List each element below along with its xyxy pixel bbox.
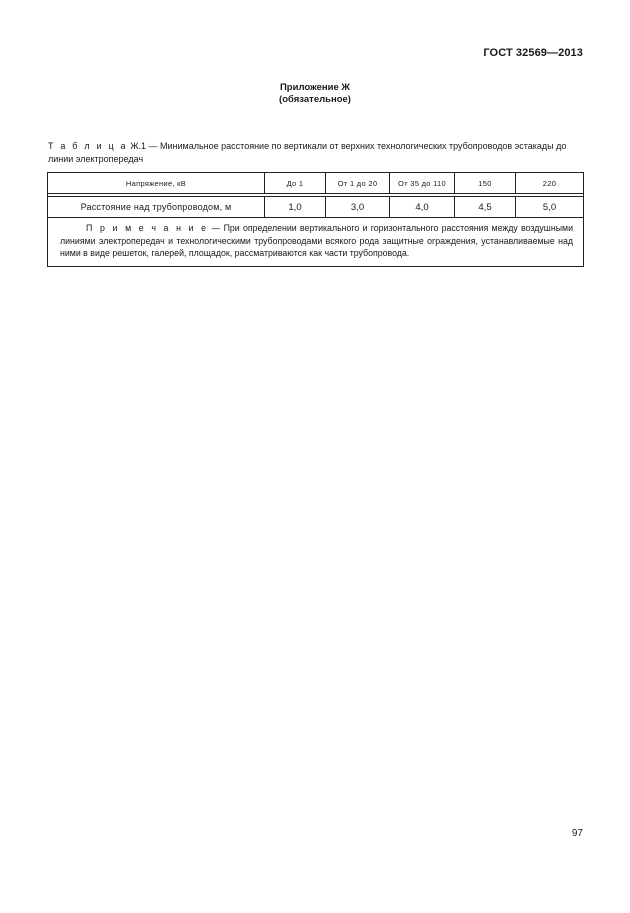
table-cell: 5,0 bbox=[516, 197, 584, 218]
table-caption-text: Ж.1 — Минимальное расстояние по вертикали от верхних технологических трубопроводов эстакады до линии электропередач bbox=[48, 141, 567, 164]
appendix-subtitle: (обязательное) bbox=[279, 94, 351, 105]
note-label: П р и м е ч а н и е bbox=[86, 223, 209, 233]
distance-table bbox=[47, 172, 584, 267]
table-label: Т а б л и ц а bbox=[48, 141, 128, 151]
row-label: Расстояние над трубопроводом, м bbox=[48, 197, 265, 218]
appendix-heading bbox=[0, 82, 630, 106]
table-note bbox=[48, 218, 584, 267]
table-cell: 4,0 bbox=[390, 197, 455, 218]
table-row bbox=[48, 197, 584, 218]
table-note-row bbox=[48, 218, 584, 267]
column-header: 150 bbox=[455, 173, 516, 194]
appendix-title: Приложение Ж bbox=[279, 82, 351, 93]
page-number: 97 bbox=[571, 828, 583, 839]
table-cell: 1,0 bbox=[265, 197, 326, 218]
note-text: — При определении вертикального и горизонтального расстояния между воздушными линиями электропередач и технологическими трубопроводами всякого рода защитные ограждения, устанавливаемые над ними в виде решеток, галерей, площадок, рассматриваются как части трубопровода. bbox=[60, 223, 573, 258]
table-cell: 3,0 bbox=[326, 197, 390, 218]
table-caption bbox=[48, 140, 584, 166]
table-header-row bbox=[48, 173, 584, 194]
column-header: От 35 до 110 bbox=[390, 173, 455, 194]
column-header: От 1 до 20 bbox=[326, 173, 390, 194]
standard-number: ГОСТ 32569—2013 bbox=[483, 47, 583, 59]
column-header: До 1 bbox=[265, 173, 326, 194]
table-cell: 4,5 bbox=[455, 197, 516, 218]
column-header: 220 bbox=[516, 173, 584, 194]
column-header-voltage: Напряжение, кВ bbox=[48, 173, 265, 194]
